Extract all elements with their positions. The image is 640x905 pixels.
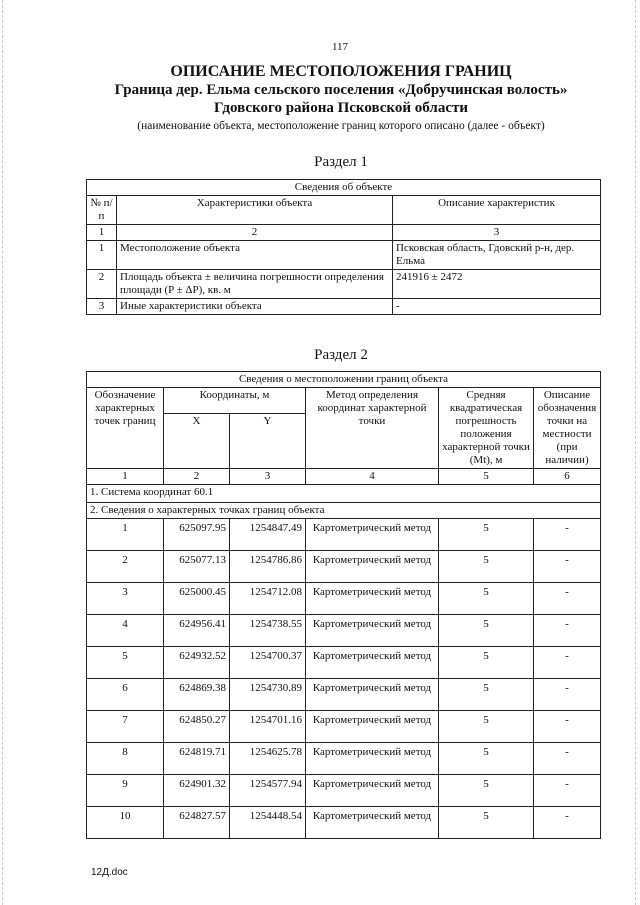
- table-row: [87, 615, 601, 647]
- y-coordinate-cell: 1254712.08: [230, 583, 306, 615]
- error-cell: 5: [439, 647, 534, 679]
- points-caption-row: 2. Сведения о характерных точках границ объекта: [87, 503, 601, 519]
- table-row: [87, 299, 601, 315]
- method-cell: Картометрический метод: [306, 647, 439, 679]
- point-label-cell: 6: [87, 679, 164, 711]
- point-label-cell: 3: [87, 583, 164, 615]
- description-cell: -: [534, 583, 601, 615]
- table-row: [87, 711, 601, 743]
- table-row: [87, 519, 601, 551]
- error-cell: 5: [439, 775, 534, 807]
- point-label-cell: 9: [87, 775, 164, 807]
- column-header: Координаты, м: [164, 388, 306, 414]
- description-cell: -: [534, 551, 601, 583]
- column-number: 1: [87, 225, 117, 241]
- x-coordinate-cell: 624932.52: [164, 647, 230, 679]
- error-cell: 5: [439, 583, 534, 615]
- characteristic-cell: Иные характеристики объекта: [117, 299, 393, 315]
- method-cell: Картометрический метод: [306, 775, 439, 807]
- x-coordinate-cell: 624869.38: [164, 679, 230, 711]
- error-cell: 5: [439, 711, 534, 743]
- y-coordinate-cell: 1254786.86: [230, 551, 306, 583]
- description-cell: -: [534, 743, 601, 775]
- point-label-cell: 1: [87, 519, 164, 551]
- boundary-points-table: [86, 371, 601, 839]
- y-coordinate-cell: 1254701.16: [230, 711, 306, 743]
- row-number: 1: [87, 241, 117, 270]
- x-coordinate-cell: 624850.27: [164, 711, 230, 743]
- object-note: (наименование объекта, местоположение границ которого описано (далее - объект): [137, 120, 545, 132]
- document-subtitle-line1: Граница дер. Ельма сельского поселения «Добручинская волость»: [114, 82, 568, 98]
- table-row: [87, 270, 601, 299]
- column-header: Метод определения координат характерной точки: [306, 388, 439, 469]
- method-cell: Картометрический метод: [306, 551, 439, 583]
- column-number: 5: [439, 469, 534, 485]
- error-cell: 5: [439, 743, 534, 775]
- error-cell: 5: [439, 807, 534, 839]
- y-coordinate-cell: 1254448.54: [230, 807, 306, 839]
- description-cell: Псковская область, Гдовский р-н, дер. Ельма: [393, 241, 601, 270]
- point-label-cell: 2: [87, 551, 164, 583]
- method-cell: Картометрический метод: [306, 615, 439, 647]
- x-coordinate-cell: 624819.71: [164, 743, 230, 775]
- column-header-x: X: [164, 414, 230, 469]
- table-caption: Сведения о местоположении границ объекта: [87, 372, 601, 388]
- description-cell: -: [534, 711, 601, 743]
- row-number: 2: [87, 270, 117, 299]
- table-row: [87, 647, 601, 679]
- scan-edge-right: [635, 0, 636, 905]
- column-number: 2: [164, 469, 230, 485]
- point-label-cell: 7: [87, 711, 164, 743]
- error-cell: 5: [439, 615, 534, 647]
- description-cell: -: [393, 299, 601, 315]
- row-number: 3: [87, 299, 117, 315]
- x-coordinate-cell: 625000.45: [164, 583, 230, 615]
- page-number: 117: [331, 41, 349, 53]
- x-coordinate-cell: 624901.32: [164, 775, 230, 807]
- method-cell: Картометрический метод: [306, 807, 439, 839]
- x-coordinate-cell: 625077.13: [164, 551, 230, 583]
- y-coordinate-cell: 1254738.55: [230, 615, 306, 647]
- table-row: [87, 679, 601, 711]
- column-header: Обозначение характерных точек границ: [87, 388, 164, 469]
- description-cell: -: [534, 519, 601, 551]
- method-cell: Картометрический метод: [306, 583, 439, 615]
- table-row: [87, 583, 601, 615]
- y-coordinate-cell: 1254625.78: [230, 743, 306, 775]
- description-cell: 241916 ± 2472: [393, 270, 601, 299]
- column-header-y: Y: [230, 414, 306, 469]
- description-cell: -: [534, 775, 601, 807]
- table-caption: Сведения об объекте: [87, 180, 601, 196]
- characteristic-cell: Местоположение объекта: [117, 241, 393, 270]
- table-row: [87, 241, 601, 270]
- method-cell: Картометрический метод: [306, 743, 439, 775]
- method-cell: Картометрический метод: [306, 711, 439, 743]
- x-coordinate-cell: 625097.95: [164, 519, 230, 551]
- y-coordinate-cell: 1254577.94: [230, 775, 306, 807]
- point-label-cell: 5: [87, 647, 164, 679]
- x-coordinate-cell: 624827.57: [164, 807, 230, 839]
- point-label-cell: 4: [87, 615, 164, 647]
- x-coordinate-cell: 624956.41: [164, 615, 230, 647]
- error-cell: 5: [439, 519, 534, 551]
- column-number: 2: [117, 225, 393, 241]
- section2-title: Раздел 2: [314, 347, 368, 363]
- column-number: 4: [306, 469, 439, 485]
- error-cell: 5: [439, 551, 534, 583]
- document-title: ОПИСАНИЕ МЕСТОПОЛОЖЕНИЯ ГРАНИЦ: [170, 63, 512, 80]
- y-coordinate-cell: 1254730.89: [230, 679, 306, 711]
- y-coordinate-cell: 1254700.37: [230, 647, 306, 679]
- point-label-cell: 8: [87, 743, 164, 775]
- title-block: [0, 62, 640, 134]
- column-number: 1: [87, 469, 164, 485]
- scan-edge-left: [2, 0, 3, 905]
- description-cell: -: [534, 807, 601, 839]
- object-info-table: [86, 179, 601, 315]
- characteristic-cell: Площадь объекта ± величина погрешности определения площади (P ± ΔP), кв. м: [117, 270, 393, 299]
- error-cell: 5: [439, 679, 534, 711]
- table-row: [87, 775, 601, 807]
- description-cell: -: [534, 615, 601, 647]
- column-number: 3: [230, 469, 306, 485]
- file-name: 12Д.doc: [91, 867, 128, 878]
- column-header: № п/п: [87, 196, 117, 225]
- coord-system-row: 1. Система координат 60.1: [87, 485, 601, 503]
- document-subtitle-line2: Гдовского района Псковской области: [214, 100, 468, 116]
- point-label-cell: 10: [87, 807, 164, 839]
- table-row: [87, 551, 601, 583]
- column-header: Характеристики объекта: [117, 196, 393, 225]
- table-row: [87, 743, 601, 775]
- column-header: Средняя квадратическая погрешность положения характерной точки (Mt), м: [439, 388, 534, 469]
- table-row: [87, 807, 601, 839]
- section1-title: Раздел 1: [314, 154, 368, 170]
- column-number: 3: [393, 225, 601, 241]
- column-header: Описание обозначения точки на местности (при наличии): [534, 388, 601, 469]
- description-cell: -: [534, 647, 601, 679]
- column-number: 6: [534, 469, 601, 485]
- method-cell: Картометрический метод: [306, 519, 439, 551]
- y-coordinate-cell: 1254847.49: [230, 519, 306, 551]
- description-cell: -: [534, 679, 601, 711]
- column-header: Описание характеристик: [393, 196, 601, 225]
- method-cell: Картометрический метод: [306, 679, 439, 711]
